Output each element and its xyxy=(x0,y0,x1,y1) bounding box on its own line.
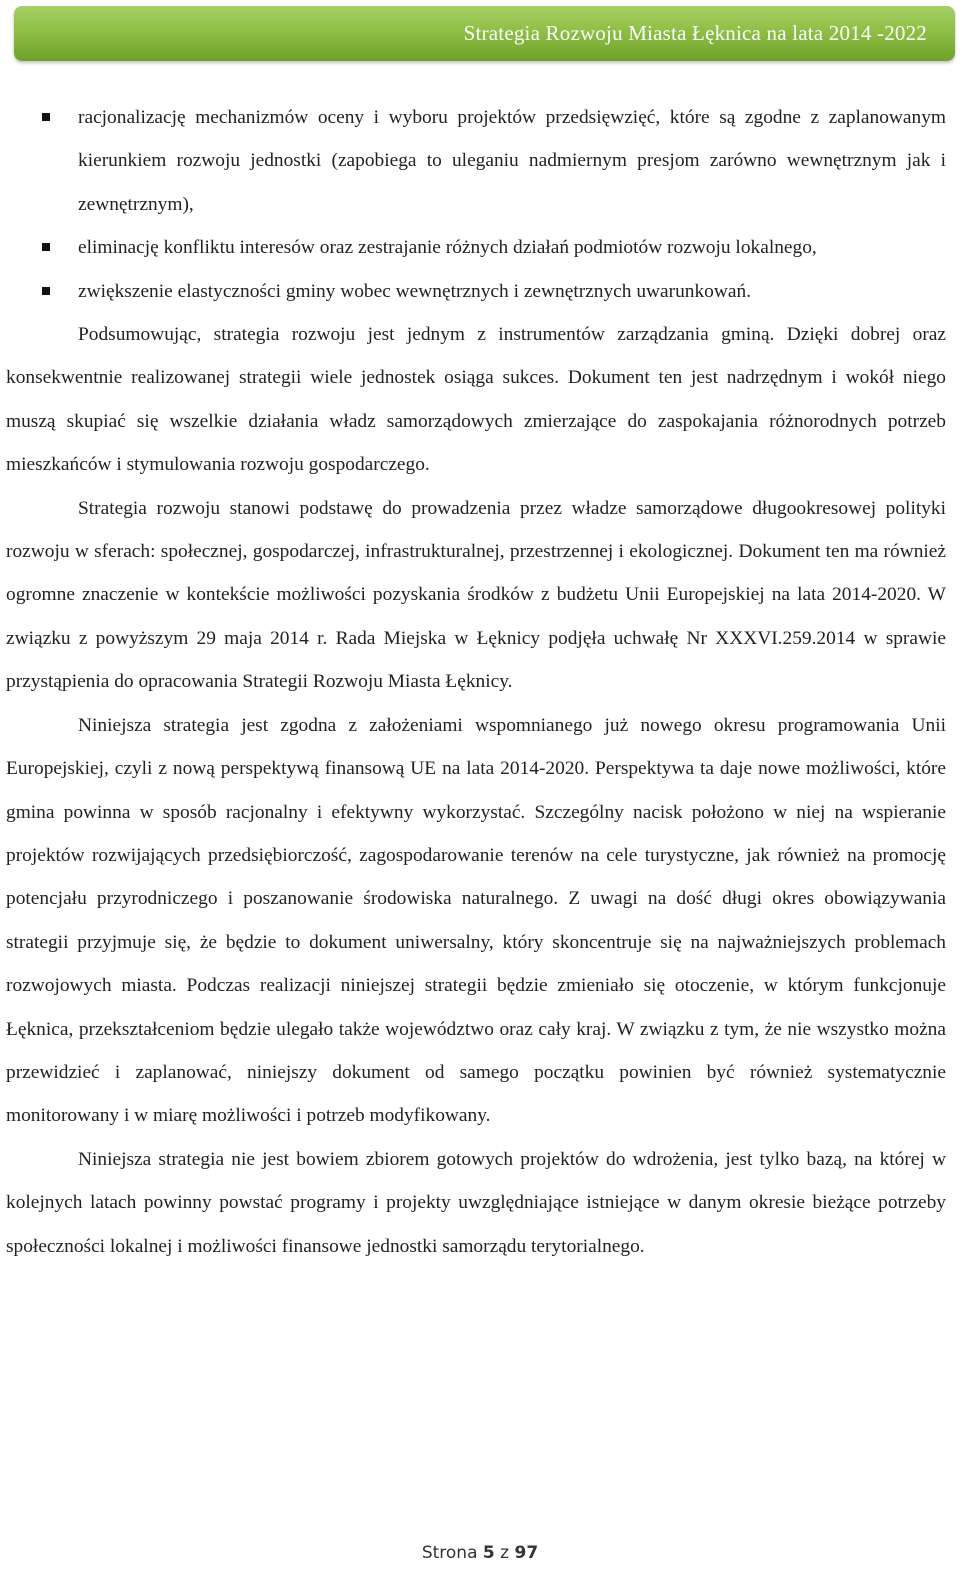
bullet-text: racjonalizację mechanizmów oceny i wyboru projektów przedsięwzięć, które są zgodne z zaplanowanym kierunkiem rozwoju jednostki (zapobiega to uleganiu nadmiernym presjom zarówno wewnętrznym jak i zewnętrznym), xyxy=(78,107,946,215)
bullet-text: zwiększenie elastyczności gminy wobec wewnętrznych i zewnętrznych uwarunkowań. xyxy=(78,280,752,302)
current-page-number: 5 xyxy=(482,1543,495,1563)
paragraph-eu-perspective: Niniejsza strategia jest zgodna z założeniami wspomnianego już nowego okresu programowania Unii Europejskiej, czyli z nową perspektywą finansową UE na lata 2014-2020. Perspektywa ta daje nowe możliwości, które gmina powinna w sposób racjonalny i efektywny wykorzystać. Szczególny nacisk położono w niej na wspieranie projektów rozwijających przedsiębiorczość, zagospodarowanie terenów na cele turystyczne, jak również na promocję potencjału przyrodniczego i poszanowanie środowiska naturalnego. Z uwagi na dość długi okres obowiązywania strategii przyjmuje się, że będzie to dokument uniwersalny, który skoncentruje się na najważniejszych problemach rozwojowych miasta. Podczas realizacji niniejszej strategii będzie zmieniało się otoczenie, w którym funkcjonuje Łęknica, przekształceniom będzie ulegało także województwo oraz cały kraj. W związku z tym, że nie wszystko można przewidzieć i zaplanować, niniejszy dokument od samego początku powinien być również systematycznie monitorowany i w miarę możliwości i potrzeb modyfikowany. xyxy=(6,714,946,1127)
square-bullet-icon xyxy=(42,113,50,121)
bullet-item xyxy=(6,226,946,269)
paragraph-strategy-basis: Strategia rozwoju stanowi podstawę do prowadzenia przez władze samorządowe długookresowej polityki rozwoju w sferach: społecznej, gospodarczej, infrastrukturalnej, przestrzennej i ekologicznej. Dokument ten ma również ogromne znaczenie w kontekście możliwości pozyskania środków z budżetu Unii Europejskiej na lata 2014-2020. W związku z powyższym 29 maja 2014 r. Rada Miejska w Łęknicy podjęła uchwałę Nr XXXVI.259.2014 w sprawie przystąpienia do opracowania Strategii Rozwoju Miasta Łęknicy. xyxy=(6,497,946,693)
bullet-item xyxy=(6,96,946,226)
footer-separator: z xyxy=(500,1543,510,1563)
document-body xyxy=(6,96,946,1268)
bullet-item xyxy=(6,270,946,313)
page-header-banner xyxy=(14,6,955,61)
bullet-list xyxy=(6,96,946,313)
square-bullet-icon xyxy=(42,243,50,251)
header-title: Strategia Rozwoju Miasta Łęknica na lata 2014 -2022 xyxy=(463,21,927,45)
bullet-text: eliminację konfliktu interesów oraz zestrajanie różnych działań podmiotów rozwoju lokalnego, xyxy=(78,237,817,259)
page-number-footer xyxy=(0,1543,960,1563)
paragraph-summary: Podsumowując, strategia rozwoju jest jednym z instrumentów zarządzania gminą. Dzięki dobrej oraz konsekwentnie realizowanej strategii wiele jednostek osiąga sukces. Dokument ten jest nadrzędnym i wokół niego muszą skupiać się wszelkie działania władz samorządowych zmierzające do zaspokajania różnorodnych potrzeb mieszkańców i stymulowania rozwoju gospodarczego. xyxy=(6,324,946,476)
paragraph-strategy-nature: Niniejsza strategia nie jest bowiem zbiorem gotowych projektów do wdrożenia, jest tylko bazą, na której w kolejnych latach powinny powstać programy i projekty uwzględniające istniejące w danym okresie bieżące potrzeby społeczności lokalnej i możliwości finansowe jednostki samorządu terytorialnego. xyxy=(6,1148,946,1257)
total-page-count: 97 xyxy=(514,1543,539,1563)
footer-prefix: Strona xyxy=(421,1543,478,1563)
square-bullet-icon xyxy=(42,287,50,295)
